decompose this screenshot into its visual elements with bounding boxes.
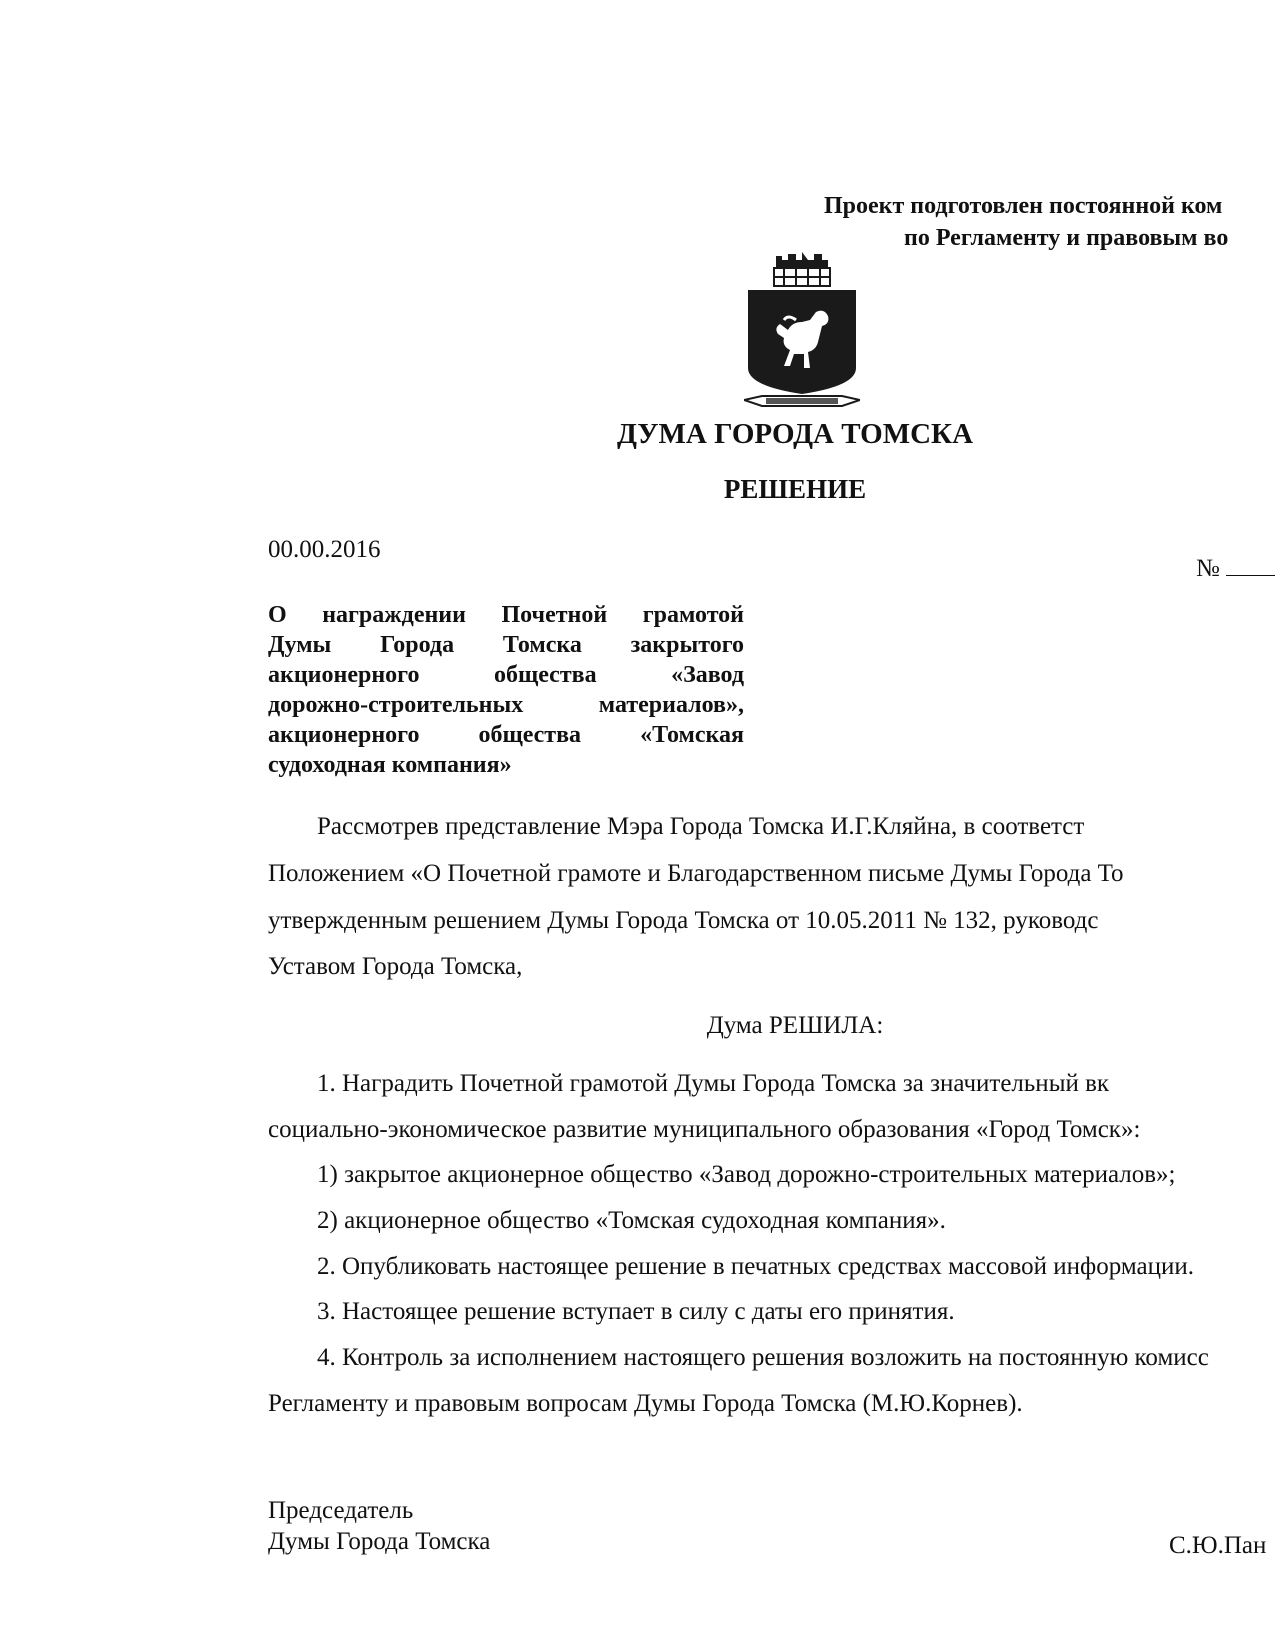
item-2: 2. Опубликовать настоящее решение в печатных средствах массовой информации.	[317, 1253, 1194, 1280]
resolved-heading: Дума РЕШИЛА:	[706, 1012, 884, 1039]
title-line: акционерного общества «Завод	[268, 662, 744, 688]
tomsk-coat-of-arms-icon	[744, 250, 860, 418]
preamble-line: утвержденным решением Думы Города Томска от 10.05.2011 № 132, руководс	[268, 907, 1099, 934]
signature-title-line-2: Думы Города Томска	[268, 1528, 491, 1555]
document-title	[268, 600, 744, 780]
number-blank	[1226, 575, 1275, 576]
item-1-sub-1: 1) закрытое акционерное общество «Завод дорожно-строительных материалов»;	[317, 1161, 1176, 1188]
preamble-line: Положением «О Почетной грамоте и Благодарственном письме Думы Города То	[268, 860, 1124, 887]
title-line: акционерного общества «Томская	[268, 722, 744, 748]
signatory-name: С.Ю.Пан	[1169, 1532, 1267, 1559]
preamble-line: Рассмотрев представление Мэра Города Томска И.Г.Кляйна, в соответст	[317, 813, 1085, 840]
preamble-line: Уставом Города Томска,	[268, 953, 523, 980]
document-number	[1196, 555, 1275, 583]
item-4-line-1: 4. Контроль за исполнением настоящего решения возложить на постоянную комисс	[317, 1344, 1209, 1371]
document-type: РЕШЕНИЕ	[723, 474, 867, 504]
item-4-line-2: Регламенту и правовым вопросам Думы Города Томска (М.Ю.Корнев).	[268, 1390, 1023, 1417]
header-note-line-2: по Регламенту и правовым во	[904, 225, 1229, 251]
title-line: Думы Города Томска закрытого	[268, 632, 744, 658]
header-note-line-1: Проект подготовлен постоянной ком	[824, 193, 1223, 219]
organization-title: ДУМА ГОРОДА ТОМСКА	[616, 418, 974, 450]
item-1-line-1: 1. Наградить Почетной грамотой Думы Города Томска за значительный вк	[317, 1070, 1110, 1097]
document-date: 00.00.2016	[268, 536, 381, 563]
title-line: О награждении Почетной грамотой	[268, 602, 744, 628]
item-3: 3. Настоящее решение вступает в силу с даты его принятия.	[317, 1298, 955, 1325]
title-line: судоходная компания»	[268, 752, 512, 778]
number-label: №	[1196, 555, 1220, 582]
title-line: дорожно-строительных материалов»,	[268, 692, 744, 718]
item-1-line-2: социально-экономическое развитие муниципального образования «Город Томск»:	[268, 1116, 1141, 1143]
item-1-sub-2: 2) акционерное общество «Томская судоходная компания».	[317, 1207, 946, 1234]
signature-title-line-1: Председатель	[268, 1497, 414, 1524]
